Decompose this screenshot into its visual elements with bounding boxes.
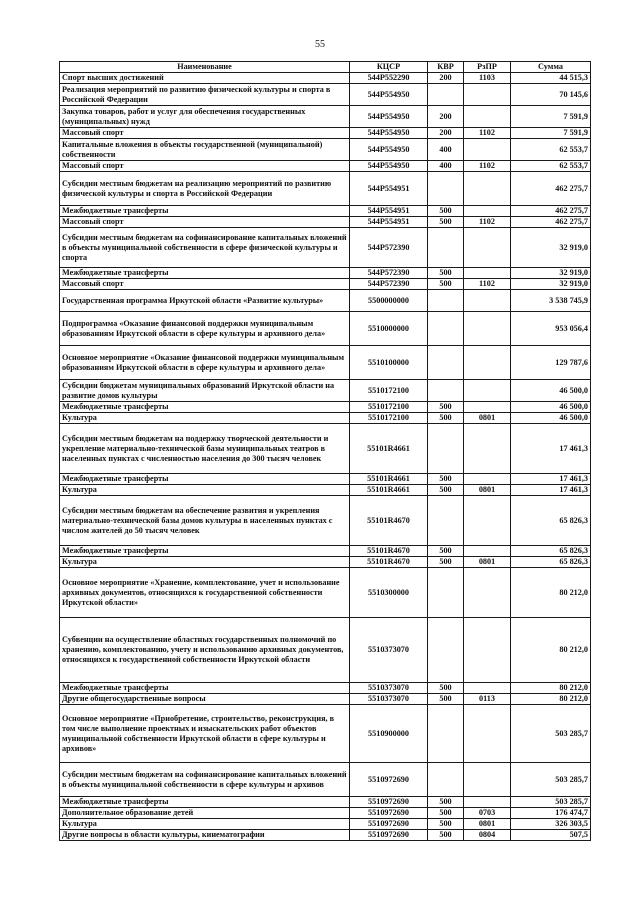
row-kvr: [428, 618, 464, 683]
table-row: [60, 618, 591, 683]
table-row: [60, 413, 591, 424]
row-rzpr: 0801: [464, 485, 511, 496]
row-name: Субсидии местным бюджетам на софинансирование капитальных вложений в объекты муниципальной собственности в сфере физической культуры и спорта: [60, 228, 350, 268]
row-kcsr: 55101R4670: [350, 546, 428, 557]
row-name: Реализация мероприятий по развитию физической культуры и спорта в Российской Федерации: [60, 84, 350, 106]
row-rzpr: 0703: [464, 808, 511, 819]
row-name: Подпрограмма «Оказание финансовой поддержки муниципальным образованиям Иркутской области в сфере культуры и архивного дела»: [60, 312, 350, 346]
row-sum: 80 212,0: [511, 618, 591, 683]
row-sum: 176 474,7: [511, 808, 591, 819]
row-name: Массовый спорт: [60, 128, 350, 139]
row-kcsr: 5510373070: [350, 694, 428, 705]
table-row: [60, 568, 591, 618]
row-rzpr: 1102: [464, 279, 511, 290]
row-name: Капитальные вложения в объекты государственной (муниципальной) собственности: [60, 139, 350, 161]
row-kvr: 500: [428, 268, 464, 279]
table-header-row: [60, 62, 591, 73]
row-sum: 503 285,7: [511, 763, 591, 797]
table-row: [60, 763, 591, 797]
row-kvr: 400: [428, 139, 464, 161]
row-rzpr: [464, 424, 511, 474]
row-sum: 17 461,3: [511, 485, 591, 496]
row-kcsr: 5510172100: [350, 402, 428, 413]
row-kvr: 500: [428, 413, 464, 424]
row-kcsr: 5510900000: [350, 705, 428, 763]
row-kcsr: 55101R4670: [350, 557, 428, 568]
row-kvr: [428, 172, 464, 206]
row-kvr: 500: [428, 546, 464, 557]
table-row: [60, 808, 591, 819]
row-rzpr: 1103: [464, 73, 511, 84]
header-rzpr: РзПР: [464, 62, 511, 73]
row-kcsr: 55101R4670: [350, 496, 428, 546]
row-kcsr: 5510000000: [350, 312, 428, 346]
row-sum: 32 919,0: [511, 279, 591, 290]
row-name: Культура: [60, 485, 350, 496]
row-kcsr: 5510373070: [350, 683, 428, 694]
row-rzpr: 0801: [464, 819, 511, 830]
table-row: [60, 73, 591, 84]
row-kcsr: 544P554950: [350, 128, 428, 139]
row-name: Основное мероприятие «Приобретение, строительство, реконструкция, в том числе выполнение проектных и изыскательских работ объектов муниципальной собственности Иркутской области в сфере культуры и архивов»: [60, 705, 350, 763]
row-rzpr: [464, 618, 511, 683]
row-kcsr: 5500000000: [350, 290, 428, 312]
table-row: [60, 161, 591, 172]
row-kcsr: 544P554951: [350, 217, 428, 228]
row-kcsr: 5510972690: [350, 797, 428, 808]
row-sum: 80 212,0: [511, 568, 591, 618]
row-sum: 953 056,4: [511, 312, 591, 346]
table-row: [60, 694, 591, 705]
row-sum: 326 303,5: [511, 819, 591, 830]
row-rzpr: 0801: [464, 557, 511, 568]
table-row: [60, 557, 591, 568]
table-row: [60, 172, 591, 206]
row-kvr: 400: [428, 161, 464, 172]
row-kvr: [428, 346, 464, 380]
row-kvr: [428, 228, 464, 268]
row-sum: 65 826,3: [511, 557, 591, 568]
row-sum: 62 553,7: [511, 161, 591, 172]
table-row: [60, 139, 591, 161]
row-sum: 65 826,3: [511, 546, 591, 557]
row-kvr: 500: [428, 683, 464, 694]
table-body: [60, 73, 591, 841]
row-name: Культура: [60, 819, 350, 830]
row-sum: 129 787,6: [511, 346, 591, 380]
table-row: [60, 705, 591, 763]
row-kvr: 500: [428, 279, 464, 290]
header-kcsr: КЦСР: [350, 62, 428, 73]
row-kcsr: 55101R4661: [350, 474, 428, 485]
row-kcsr: 544P552290: [350, 73, 428, 84]
row-sum: 7 591,9: [511, 106, 591, 128]
row-sum: 17 461,3: [511, 424, 591, 474]
row-rzpr: [464, 84, 511, 106]
row-rzpr: [464, 474, 511, 485]
row-name: Субсидии местным бюджетам на обеспечение развития и укрепления материально-технической базы домов культуры в населенных пунктах с числом жителей до 50 тысяч человек: [60, 496, 350, 546]
row-rzpr: 0804: [464, 830, 511, 841]
row-kcsr: 544P554951: [350, 172, 428, 206]
row-name: Межбюджетные трансферты: [60, 268, 350, 279]
row-kvr: [428, 290, 464, 312]
budget-table: [59, 61, 591, 841]
row-name: Межбюджетные трансферты: [60, 797, 350, 808]
row-sum: 80 212,0: [511, 683, 591, 694]
row-sum: 462 275,7: [511, 172, 591, 206]
row-rzpr: [464, 683, 511, 694]
row-kvr: [428, 568, 464, 618]
row-kvr: 500: [428, 808, 464, 819]
row-kcsr: 5510972690: [350, 819, 428, 830]
row-kcsr: 5510172100: [350, 413, 428, 424]
row-kvr: 200: [428, 106, 464, 128]
row-name: Другие общегосударственные вопросы: [60, 694, 350, 705]
row-kcsr: 55101R4661: [350, 485, 428, 496]
row-sum: 507,5: [511, 830, 591, 841]
row-rzpr: [464, 705, 511, 763]
row-rzpr: [464, 268, 511, 279]
row-name: Культура: [60, 413, 350, 424]
row-rzpr: [464, 380, 511, 402]
row-kvr: 500: [428, 485, 464, 496]
table-row: [60, 496, 591, 546]
table-row: [60, 84, 591, 106]
row-rzpr: [464, 763, 511, 797]
row-name: Культура: [60, 557, 350, 568]
row-sum: 70 145,6: [511, 84, 591, 106]
row-name: Межбюджетные трансферты: [60, 546, 350, 557]
row-sum: 503 285,7: [511, 705, 591, 763]
row-sum: 462 275,7: [511, 206, 591, 217]
row-sum: 46 500,0: [511, 413, 591, 424]
row-rzpr: 0801: [464, 413, 511, 424]
row-sum: 46 500,0: [511, 402, 591, 413]
row-name: Основное мероприятие «Хранение, комплектование, учет и использование архивных документов, относящихся к государственной собственности Иркутской области»: [60, 568, 350, 618]
row-rzpr: [464, 546, 511, 557]
row-rzpr: [464, 139, 511, 161]
table-row: [60, 206, 591, 217]
row-rzpr: 1102: [464, 217, 511, 228]
row-sum: 62 553,7: [511, 139, 591, 161]
row-rzpr: 0113: [464, 694, 511, 705]
row-name: Межбюджетные трансферты: [60, 474, 350, 485]
row-kvr: [428, 705, 464, 763]
row-kcsr: 544P554950: [350, 139, 428, 161]
row-kvr: 500: [428, 797, 464, 808]
row-kvr: [428, 496, 464, 546]
row-sum: 462 275,7: [511, 217, 591, 228]
row-kvr: [428, 312, 464, 346]
row-rzpr: 1102: [464, 128, 511, 139]
table-row: [60, 546, 591, 557]
row-kvr: [428, 763, 464, 797]
table-row: [60, 217, 591, 228]
row-sum: 32 919,0: [511, 268, 591, 279]
table-row: [60, 424, 591, 474]
row-kcsr: 5510972690: [350, 763, 428, 797]
table-row: [60, 797, 591, 808]
row-name: Субсидии местным бюджетам на софинансирование капитальных вложений в объекты муниципальной собственности в сфере культуры и архивов: [60, 763, 350, 797]
row-kvr: [428, 380, 464, 402]
row-rzpr: [464, 312, 511, 346]
header-name: Наименование: [60, 62, 350, 73]
table-row: [60, 106, 591, 128]
row-name: Основное мероприятие «Оказание финансовой поддержки муниципальным образованиям Иркутской области в сфере культуры и архивного дела»: [60, 346, 350, 380]
row-kvr: 500: [428, 217, 464, 228]
row-name: Спорт высших достижений: [60, 73, 350, 84]
row-rzpr: [464, 106, 511, 128]
table-row: [60, 402, 591, 413]
row-sum: 7 591,9: [511, 128, 591, 139]
table-row: [60, 279, 591, 290]
row-kcsr: 544P554950: [350, 161, 428, 172]
row-kvr: [428, 84, 464, 106]
table-row: [60, 312, 591, 346]
row-kcsr: 544P572390: [350, 268, 428, 279]
table-row: [60, 819, 591, 830]
row-kvr: 500: [428, 557, 464, 568]
table-row: [60, 830, 591, 841]
table-row: [60, 474, 591, 485]
row-name: Субсидии местным бюджетам на реализацию мероприятий по развитию физической культуры и спорта в Российской Федерации: [60, 172, 350, 206]
row-name: Межбюджетные трансферты: [60, 206, 350, 217]
row-sum: 17 461,3: [511, 474, 591, 485]
row-kvr: [428, 424, 464, 474]
row-kvr: 500: [428, 206, 464, 217]
row-sum: 3 538 745,9: [511, 290, 591, 312]
row-sum: 46 500,0: [511, 380, 591, 402]
table-row: [60, 290, 591, 312]
table-row: [60, 380, 591, 402]
row-rzpr: [464, 228, 511, 268]
row-kvr: 500: [428, 402, 464, 413]
row-name: Массовый спорт: [60, 161, 350, 172]
row-sum: 32 919,0: [511, 228, 591, 268]
row-name: Субвенции на осуществление областных государственных полномочий по хранению, комплектованию, учету и использованию архивных документов, относящихся к государственной собственности Иркутской области: [60, 618, 350, 683]
row-rzpr: [464, 206, 511, 217]
row-kcsr: 544P554950: [350, 84, 428, 106]
row-rzpr: [464, 346, 511, 380]
row-rzpr: [464, 568, 511, 618]
header-sum: Сумма: [511, 62, 591, 73]
row-kcsr: 5510972690: [350, 808, 428, 819]
row-kvr: 500: [428, 694, 464, 705]
row-kvr: 500: [428, 830, 464, 841]
table-row: [60, 228, 591, 268]
row-name: Другие вопросы в области культуры, кинематографии: [60, 830, 350, 841]
row-kvr: 200: [428, 128, 464, 139]
row-kcsr: 5510172100: [350, 380, 428, 402]
row-sum: 65 826,3: [511, 496, 591, 546]
row-rzpr: [464, 402, 511, 413]
row-kvr: 500: [428, 474, 464, 485]
row-kcsr: 544P554950: [350, 106, 428, 128]
row-rzpr: [464, 290, 511, 312]
row-rzpr: [464, 172, 511, 206]
row-kcsr: 5510972690: [350, 830, 428, 841]
row-name: Закупка товаров, работ и услуг для обеспечения государственных (муниципальных) нужд: [60, 106, 350, 128]
row-name: Массовый спорт: [60, 217, 350, 228]
row-name: Массовый спорт: [60, 279, 350, 290]
row-rzpr: [464, 797, 511, 808]
row-name: Субсидии бюджетам муниципальных образований Иркутской области на развитие домов культуры: [60, 380, 350, 402]
header-kvr: КВР: [428, 62, 464, 73]
row-name: Государственная программа Иркутской области «Развитие культуры»: [60, 290, 350, 312]
row-name: Дополнительное образование детей: [60, 808, 350, 819]
table-row: [60, 485, 591, 496]
table-row: [60, 683, 591, 694]
row-sum: 80 212,0: [511, 694, 591, 705]
row-kcsr: 5510300000: [350, 568, 428, 618]
row-kcsr: 544P572390: [350, 228, 428, 268]
row-kcsr: 5510100000: [350, 346, 428, 380]
row-name: Межбюджетные трансферты: [60, 683, 350, 694]
page-number: 55: [315, 39, 325, 50]
row-sum: 503 285,7: [511, 797, 591, 808]
row-kvr: 500: [428, 819, 464, 830]
row-sum: 44 515,3: [511, 73, 591, 84]
row-rzpr: 1102: [464, 161, 511, 172]
row-kcsr: 544P572390: [350, 279, 428, 290]
table-row: [60, 128, 591, 139]
row-kcsr: 544P554951: [350, 206, 428, 217]
table-row: [60, 268, 591, 279]
row-name: Субсидии местным бюджетам на поддержку творческой деятельности и укрепление материально-технической базы муниципальных театров в населенных пунктах с численностью населения до 300 тысяч человек: [60, 424, 350, 474]
row-rzpr: [464, 496, 511, 546]
row-kcsr: 5510373070: [350, 618, 428, 683]
row-kvr: 200: [428, 73, 464, 84]
row-name: Межбюджетные трансферты: [60, 402, 350, 413]
table-row: [60, 346, 591, 380]
row-kcsr: 55101R4661: [350, 424, 428, 474]
